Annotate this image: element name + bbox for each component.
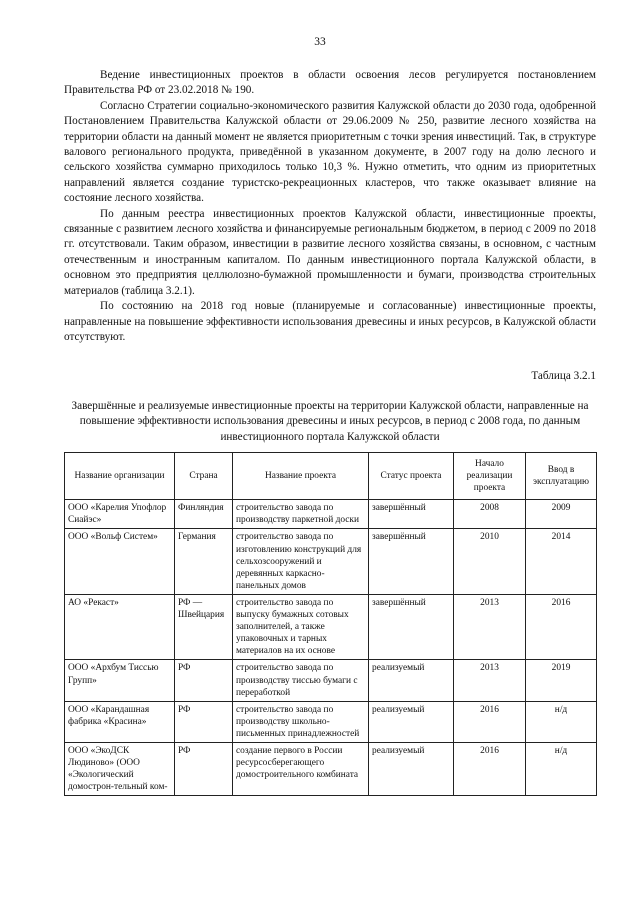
cell-start: 2016: [454, 701, 526, 742]
paragraph: По состоянию на 2018 год новые (планируемые и согласованные) инвестиционные проекты, направленные на повышение эффективности использования древесины и иных ресурсов, в Калужской области отсутствуют.: [64, 300, 596, 343]
cell-status: реализуемый: [369, 660, 454, 701]
paragraph: Согласно Стратегии социально-экономического развития Калужской области до 2030 года, одобренной Постановлением Правительства Калужской области от 29.06.2009 № 250, развитие лесного хозяйства на территории области на данный момент не является приоритетным с точки зрения инвестиций. Так, в структуре валового регионального продукта, приведённой в указанном документе, в 2007 году на долю лесного и сельского хозяйства суммарно приходилось только 10,3 %. Нужно отметить, что одним из приоритетных направлений является создание туристско-рекреационных кластеров, что также оказывает влияние на состояние лесного хозяйства.: [64, 99, 596, 205]
cell-project: строительство завода по производству тиссью бумаги с переработкой: [233, 660, 369, 701]
header-launch: Ввод в эксплуатацию: [526, 453, 597, 500]
cell-launch: 2019: [526, 660, 597, 701]
header-org: Название организации: [65, 453, 175, 500]
table-caption: Завершённые и реализуемые инвестиционные проекты на территории Калужской области, направленные на повышение эффективности использования древесины и иных ресурсов, в период с 2008 года, по данным инвестиционного портала Калужской области: [71, 400, 589, 443]
header-project: Название проекта: [233, 453, 369, 500]
table-header-row: [65, 453, 597, 500]
cell-launch: 2016: [526, 594, 597, 659]
cell-country: РФ: [175, 701, 233, 742]
cell-country: Германия: [175, 529, 233, 594]
cell-org: ООО «Карандашная фабрика «Красина»: [65, 701, 175, 742]
cell-start: 2013: [454, 660, 526, 701]
cell-org: АО «Рекаст»: [65, 594, 175, 659]
cell-org: ООО «ЭкоДСК Людиново» (ООО «Экологический домострон-тельный ком-: [65, 742, 175, 795]
cell-status: реализуемый: [369, 701, 454, 742]
cell-country: РФ: [175, 660, 233, 701]
cell-country: Финляндия: [175, 500, 233, 529]
body-text: [64, 68, 596, 345]
cell-country: РФ: [175, 742, 233, 795]
paragraph: По данным реестра инвестиционных проектов Калужской области, инвестиционные проекты, связанные с развитием лесного хозяйства и финансируемые региональным бюджетом, в период с 2009 по 2018 гг. отсутствовали. Таким образом, инвестиции в развитие лесного хозяйства связаны, в основном, с частным отечественным и иностранным капиталом. По данным инвестиционного портала Калужской области, в основном это предприятия целлюлозно-бумажной промышленности и бумаги, производства строительных материалов (таблица 3.2.1).: [64, 207, 596, 297]
cell-status: завершённый: [369, 529, 454, 594]
cell-start: 2010: [454, 529, 526, 594]
cell-launch: н/д: [526, 701, 597, 742]
cell-country: РФ — Швейцария: [175, 594, 233, 659]
cell-status: завершённый: [369, 500, 454, 529]
table-row: [65, 529, 597, 594]
cell-project: создание первого в России ресурсосберегающего домостроительного комбината: [233, 742, 369, 795]
cell-status: завершённый: [369, 594, 454, 659]
cell-start: 2016: [454, 742, 526, 795]
cell-launch: н/д: [526, 742, 597, 795]
cell-start: 2013: [454, 594, 526, 659]
cell-org: ООО «Архбум Тиссью Групп»: [65, 660, 175, 701]
header-country: Страна: [175, 453, 233, 500]
page-number: 33: [314, 36, 326, 48]
cell-org: ООО «Карелия Упофлор Сиайэс»: [65, 500, 175, 529]
cell-launch: 2009: [526, 500, 597, 529]
cell-org: ООО «Вольф Систем»: [65, 529, 175, 594]
projects-table: [64, 452, 597, 796]
paragraph: Ведение инвестиционных проектов в области освоения лесов регулируется постановлением Правительства РФ от 23.02.2018 № 190.: [64, 69, 596, 97]
table-row: [65, 742, 597, 795]
cell-start: 2008: [454, 500, 526, 529]
cell-launch: 2014: [526, 529, 597, 594]
cell-project: строительство завода по изготовлению конструкций для сельхозсооружений и деревянных каркасно-панельных домов: [233, 529, 369, 594]
table-row: [65, 701, 597, 742]
table-row: [65, 500, 597, 529]
header-status: Статус проекта: [369, 453, 454, 500]
cell-project: строительство завода по производству паркетной доски: [233, 500, 369, 529]
cell-status: реализуемый: [369, 742, 454, 795]
table-row: [65, 660, 597, 701]
cell-project: строительство завода по производству школьно-письменных принадлежностей: [233, 701, 369, 742]
header-start: Начало реализации проекта: [454, 453, 526, 500]
cell-project: строительство завода по выпуску бумажных сотовых заполнителей, а также упаковочных и тарных материалов на их основе: [233, 594, 369, 659]
table-row: [65, 594, 597, 659]
table-label: Таблица 3.2.1: [531, 370, 596, 382]
